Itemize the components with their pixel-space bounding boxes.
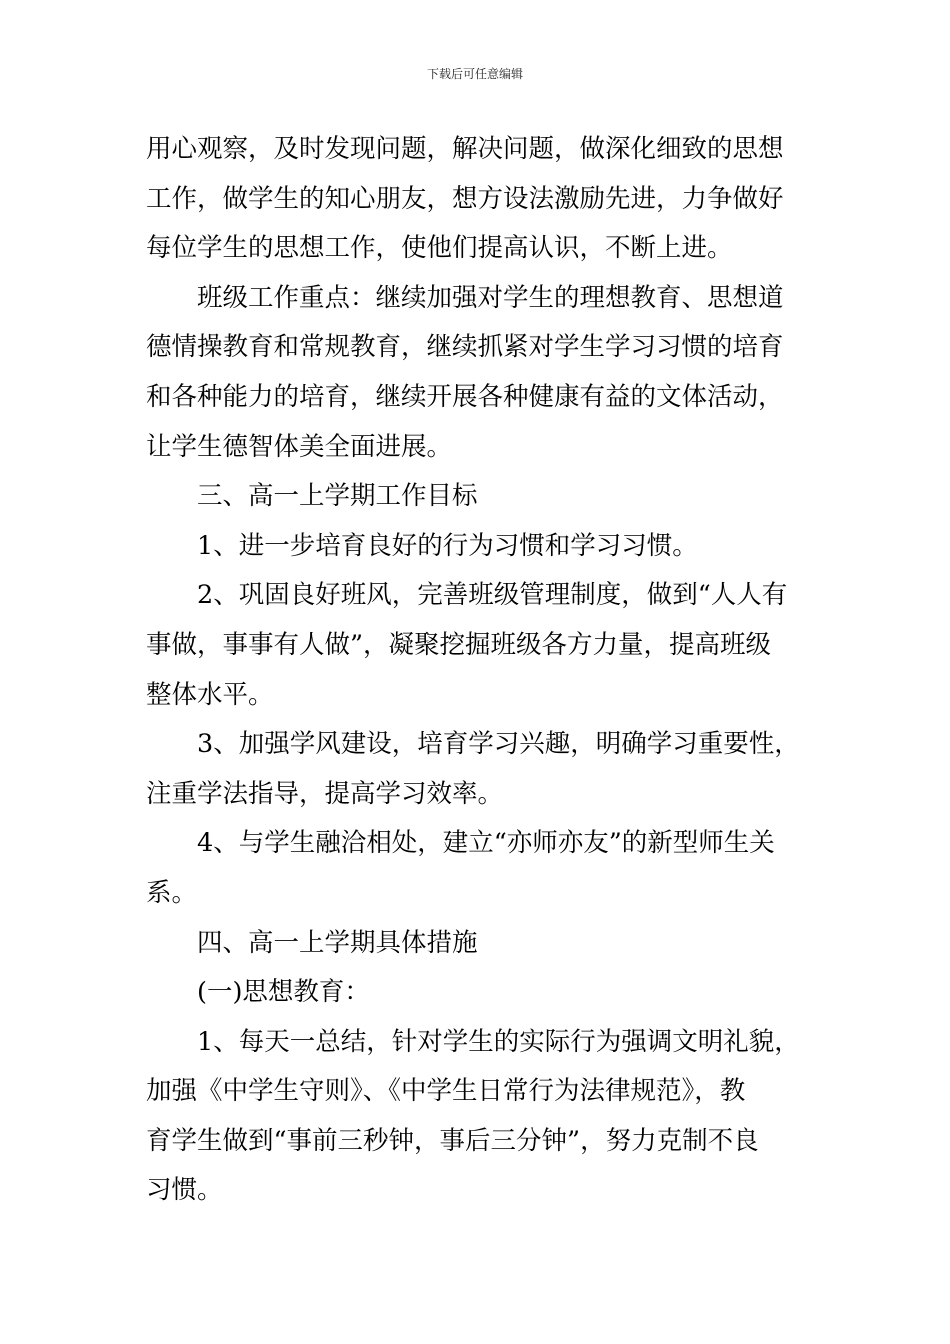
text-line: 四、高一上学期具体措施 xyxy=(197,927,478,958)
text-line: 用心观察，及时发现问题，解决问题，做深化细致的思想 xyxy=(146,134,784,164)
text-line: (一)思想教育： xyxy=(197,977,370,1008)
text-line: 工作，做学生的知心朋友，想方设法激励先进，力争做好 xyxy=(146,183,784,214)
text-line: 班级工作重点：继续加强对学生的理想教育、思想道 xyxy=(197,282,784,313)
text-line: 系。 xyxy=(146,877,198,908)
text-line: 三、高一上学期工作目标 xyxy=(197,481,478,512)
text-line: 育学生做到“事前三秒钟，事后三分钟”，努力克制不良 xyxy=(146,1125,759,1156)
text-line: 每位学生的思想工作，使他们提高认识，不断上进。 xyxy=(146,233,733,264)
page-header: 下载后可任意编辑 xyxy=(426,67,523,81)
text-line: 整体水平。 xyxy=(146,679,274,710)
text-line: 2、巩固良好班风，完善班级管理制度，做到“人人有 xyxy=(197,580,788,611)
text-line: 注重学法指导，提高学习效率。 xyxy=(146,778,504,809)
text-line: 和各种能力的培育，继续开展各种健康有益的文体活动， xyxy=(146,381,784,412)
text-line: 4、与学生融洽相处，建立“亦师亦友”的新型师生关 xyxy=(197,828,775,859)
text-line: 1、每天一总结，针对学生的实际行为强调文明礼貌， xyxy=(197,1026,800,1057)
text-line: 3、加强学风建设，培育学习兴趣，明确学习重要性， xyxy=(197,729,800,760)
text-line: 事做，事事有人做”，凝聚挖掘班级各方力量，提高班级 xyxy=(146,629,772,660)
text-line: 德情操教育和常规教育，继续抓紧对学生学习习惯的培育 xyxy=(146,332,784,363)
document-body xyxy=(146,125,806,1216)
text-line: 习惯。 xyxy=(146,1175,223,1206)
text-line: 让学生德智体美全面进展。 xyxy=(146,431,453,462)
text-line: 1、进一步培育良好的行为习惯和学习习惯。 xyxy=(197,530,698,561)
text-line: 加强《中学生守则》、《中学生日常行为法律规范》，教 xyxy=(146,1076,746,1107)
